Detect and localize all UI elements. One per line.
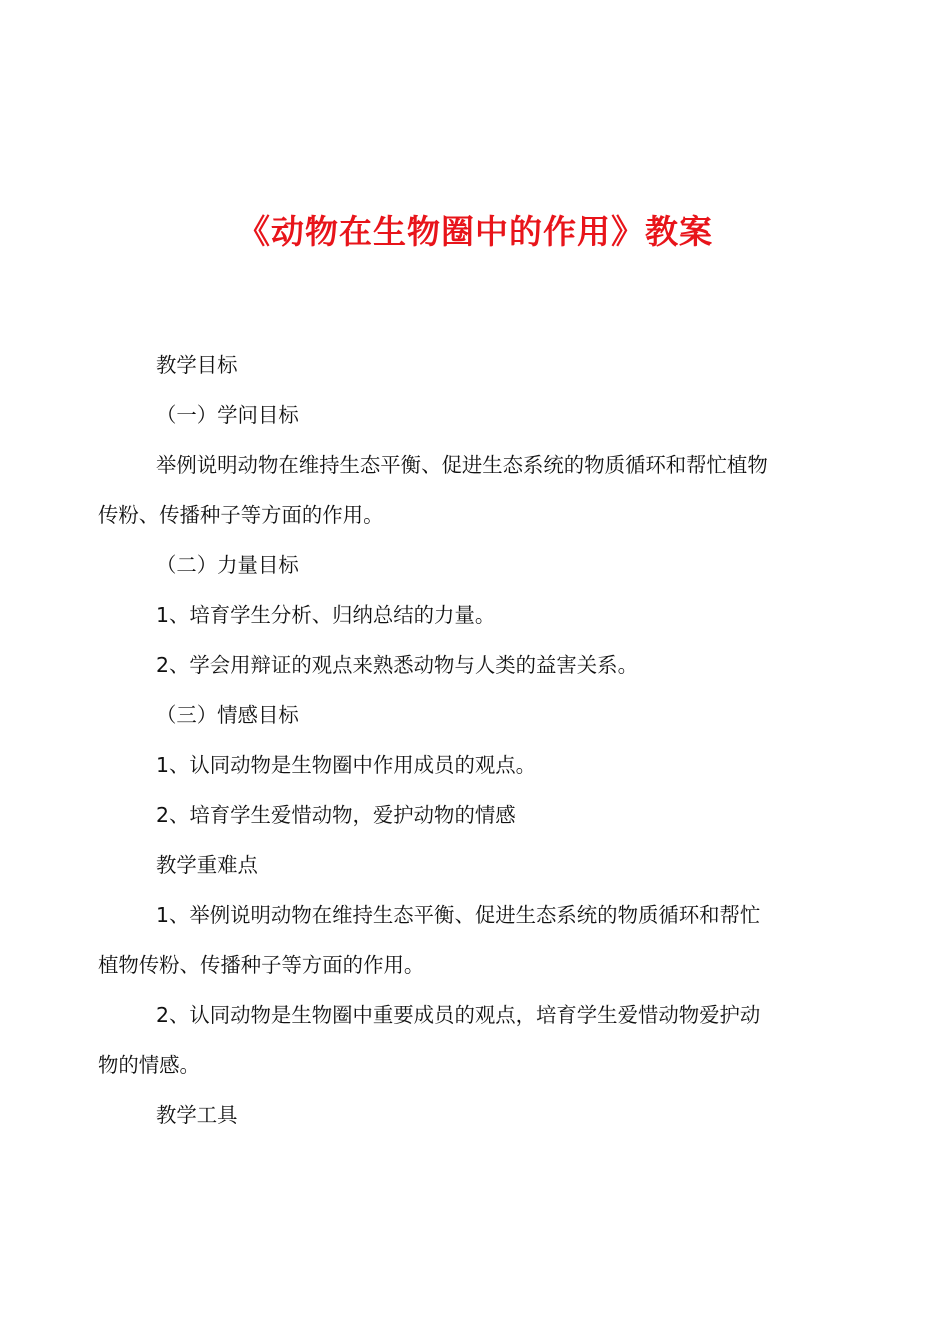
- ability-item-2: 2、学会用辩证的观点来熟悉动物与人类的益害关系。: [156, 653, 638, 677]
- knowledge-objectives-heading: （一）学问目标: [156, 403, 299, 427]
- emotion-item-2: 2、培育学生爱惜动物，爱护动物的情感: [156, 803, 516, 827]
- key-point-1-paragraph: [98, 890, 833, 990]
- document-body: [98, 340, 833, 1140]
- emotion-item-1: 1、认同动物是生物圈中作用成员的观点。: [156, 753, 537, 777]
- objectives-heading: 教学目标: [156, 353, 238, 377]
- knowledge-text-line-2: 传粉、传播种子等方面的作用。: [98, 503, 384, 527]
- key-point-2-line-1: 2、认同动物是生物圈中重要成员的观点，培育学生爱惜动物爱护动: [156, 1003, 761, 1027]
- tools-heading: 教学工具: [156, 1103, 238, 1127]
- document-title: 《动物在生物圈中的作用》教案: [237, 212, 713, 251]
- key-point-2-paragraph: [98, 990, 833, 1090]
- emotion-objectives-heading: （三）情感目标: [156, 703, 299, 727]
- knowledge-objectives-paragraph: [98, 440, 833, 540]
- ability-item-1: 1、培育学生分析、归纳总结的力量。: [156, 603, 496, 627]
- key-point-2-line-2: 物的情感。: [98, 1053, 200, 1077]
- key-point-1-line-2: 植物传粉、传播种子等方面的作用。: [98, 953, 425, 977]
- knowledge-text-line-1: 举例说明动物在维持生态平衡、促进生态系统的物质循环和帮忙植物: [156, 453, 768, 477]
- key-point-1-line-1: 1、举例说明动物在维持生态平衡、促进生态系统的物质循环和帮忙: [156, 903, 761, 927]
- ability-objectives-heading: （二）力量目标: [156, 553, 299, 577]
- key-points-heading: 教学重难点: [156, 853, 258, 877]
